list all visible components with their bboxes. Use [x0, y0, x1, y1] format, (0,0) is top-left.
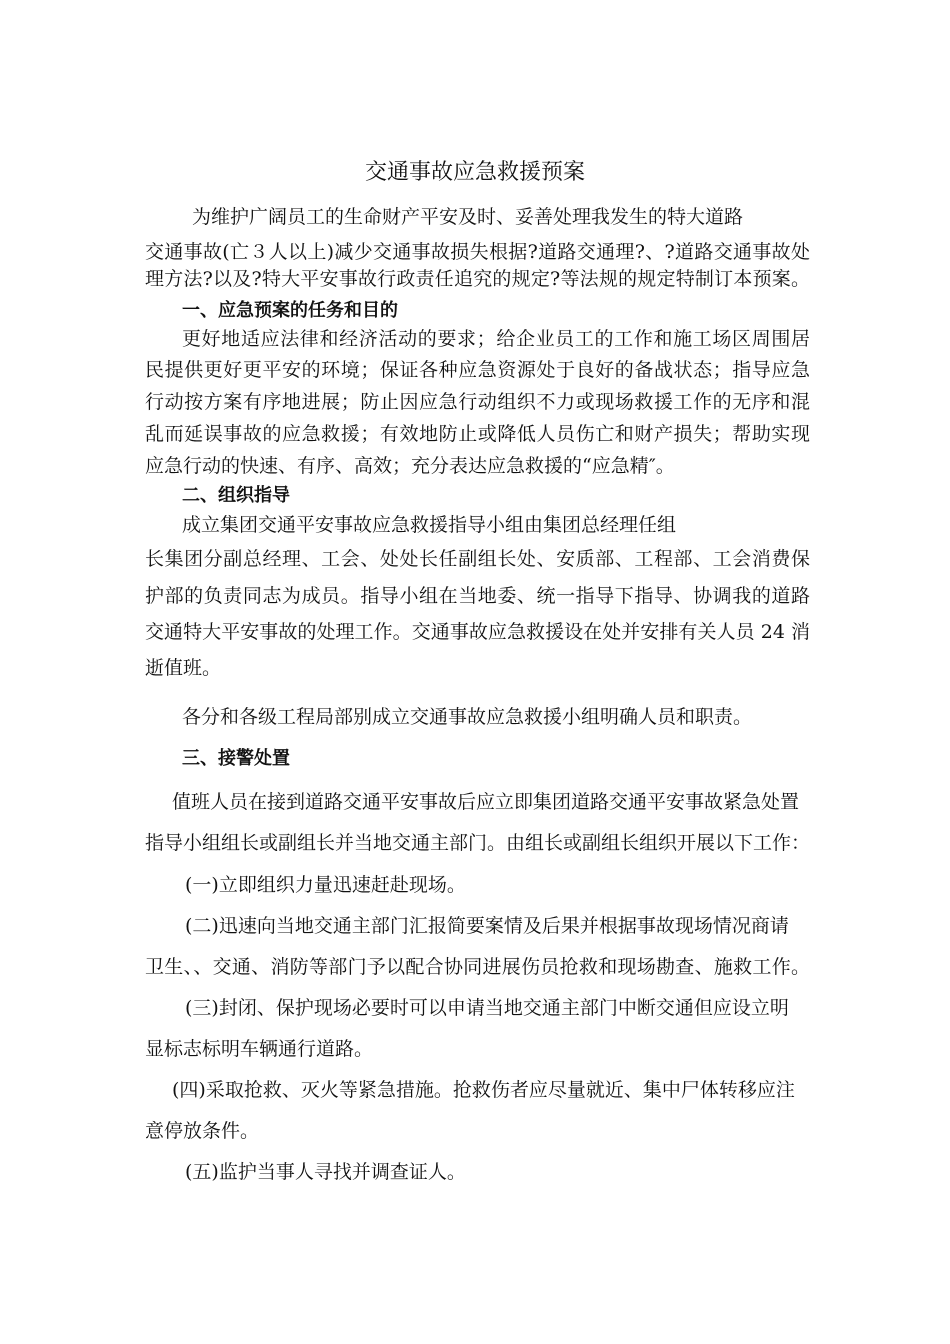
paragraph-line: 指导小组组长或副组长并当地交通主部门。由组长或副组长组织开展以下工作：: [145, 832, 811, 854]
section-heading: 二、组织指导: [182, 485, 290, 506]
paragraph-line: 逝值班。: [145, 657, 222, 679]
paragraph-line: 行动按方案有序地进展；防止因应急行动组织不力或现场救援工作的无序和混: [145, 391, 810, 413]
paragraph-line: 民提供更好更平安的环境；保证各种应急资源处于良好的备战状态；指导应急: [145, 359, 810, 381]
paragraph-line: 意停放条件。: [145, 1120, 260, 1142]
paragraph-line: 更好地适应法律和经济活动的要求；给企业员工的工作和施工场区周围居: [182, 328, 810, 350]
paragraph-line: 卫生、、交通、消防等部门予以配合协同进展伤员抢救和现场勘查、施救工作。: [145, 956, 810, 978]
section-heading: 三、接警处置: [182, 748, 290, 769]
intro-line: 交通事故(亡３人以上)减少交通事故损失根据?道路交通理?、?道路交通事故处: [145, 241, 810, 263]
paragraph-line: 长集团分副总经理、工会、处处长任副组长处、安质部、工程部、工会消费保: [145, 548, 810, 570]
paragraph-line: 应急行动的快速、有序、高效；充分表达应急救援的“应急精″。: [145, 455, 675, 477]
paragraph-line: (一)立即组织力量迅速赶赴现场。: [185, 874, 466, 896]
paragraph-line: 各分和各级工程局部别成立交通事故应急救援小组明确人员和职责。: [182, 706, 753, 728]
paragraph-line: 交通特大平安事故的处理工作。交通事故应急救援设在处并安排有关人员 24 消: [145, 621, 810, 643]
document-title: 交通事故应急救援预案: [364, 160, 585, 185]
paragraph-line: (二)迅速向当地交通主部门汇报简要案情及后果并根据事故现场情况商请: [185, 915, 789, 937]
section-heading: 一、应急预案的任务和目的: [182, 300, 398, 321]
intro-line: 为维护广阔员工的生命财产平安及时、妥善处理我发生的特大道路: [192, 206, 744, 228]
paragraph-line: (五)监护当事人寻找并调查证人。: [185, 1161, 466, 1183]
paragraph-line: 值班人员在接到道路交通平安事故后应立即集团道路交通平安事故紧急处置: [172, 791, 800, 813]
paragraph-line: 护部的负责同志为成员。指导小组在当地委、统一指导下指导、协调我的道路: [145, 585, 810, 607]
paragraph-line: (三)封闭、保护现场必要时可以申请当地交通主部门中断交通但应设立明: [185, 997, 789, 1019]
paragraph-line: 显标志标明车辆通行道路。: [145, 1038, 374, 1060]
paragraph-line: 成立集团交通平安事故应急救援指导小组由集团总经理任组: [182, 514, 677, 536]
paragraph-line: 乱而延误事故的应急救援；有效地防止或降低人员伤亡和财产损失；帮助实现: [145, 423, 810, 445]
intro-line: 理方法?以及?特大平安事故行政责任追究的规定?等法规的规定特制订本预案。: [145, 268, 810, 290]
paragraph-line: (四)采取抢救、灭火等紧急措施。抢救伤者应尽量就近、集中尸体转移应注: [172, 1079, 795, 1101]
